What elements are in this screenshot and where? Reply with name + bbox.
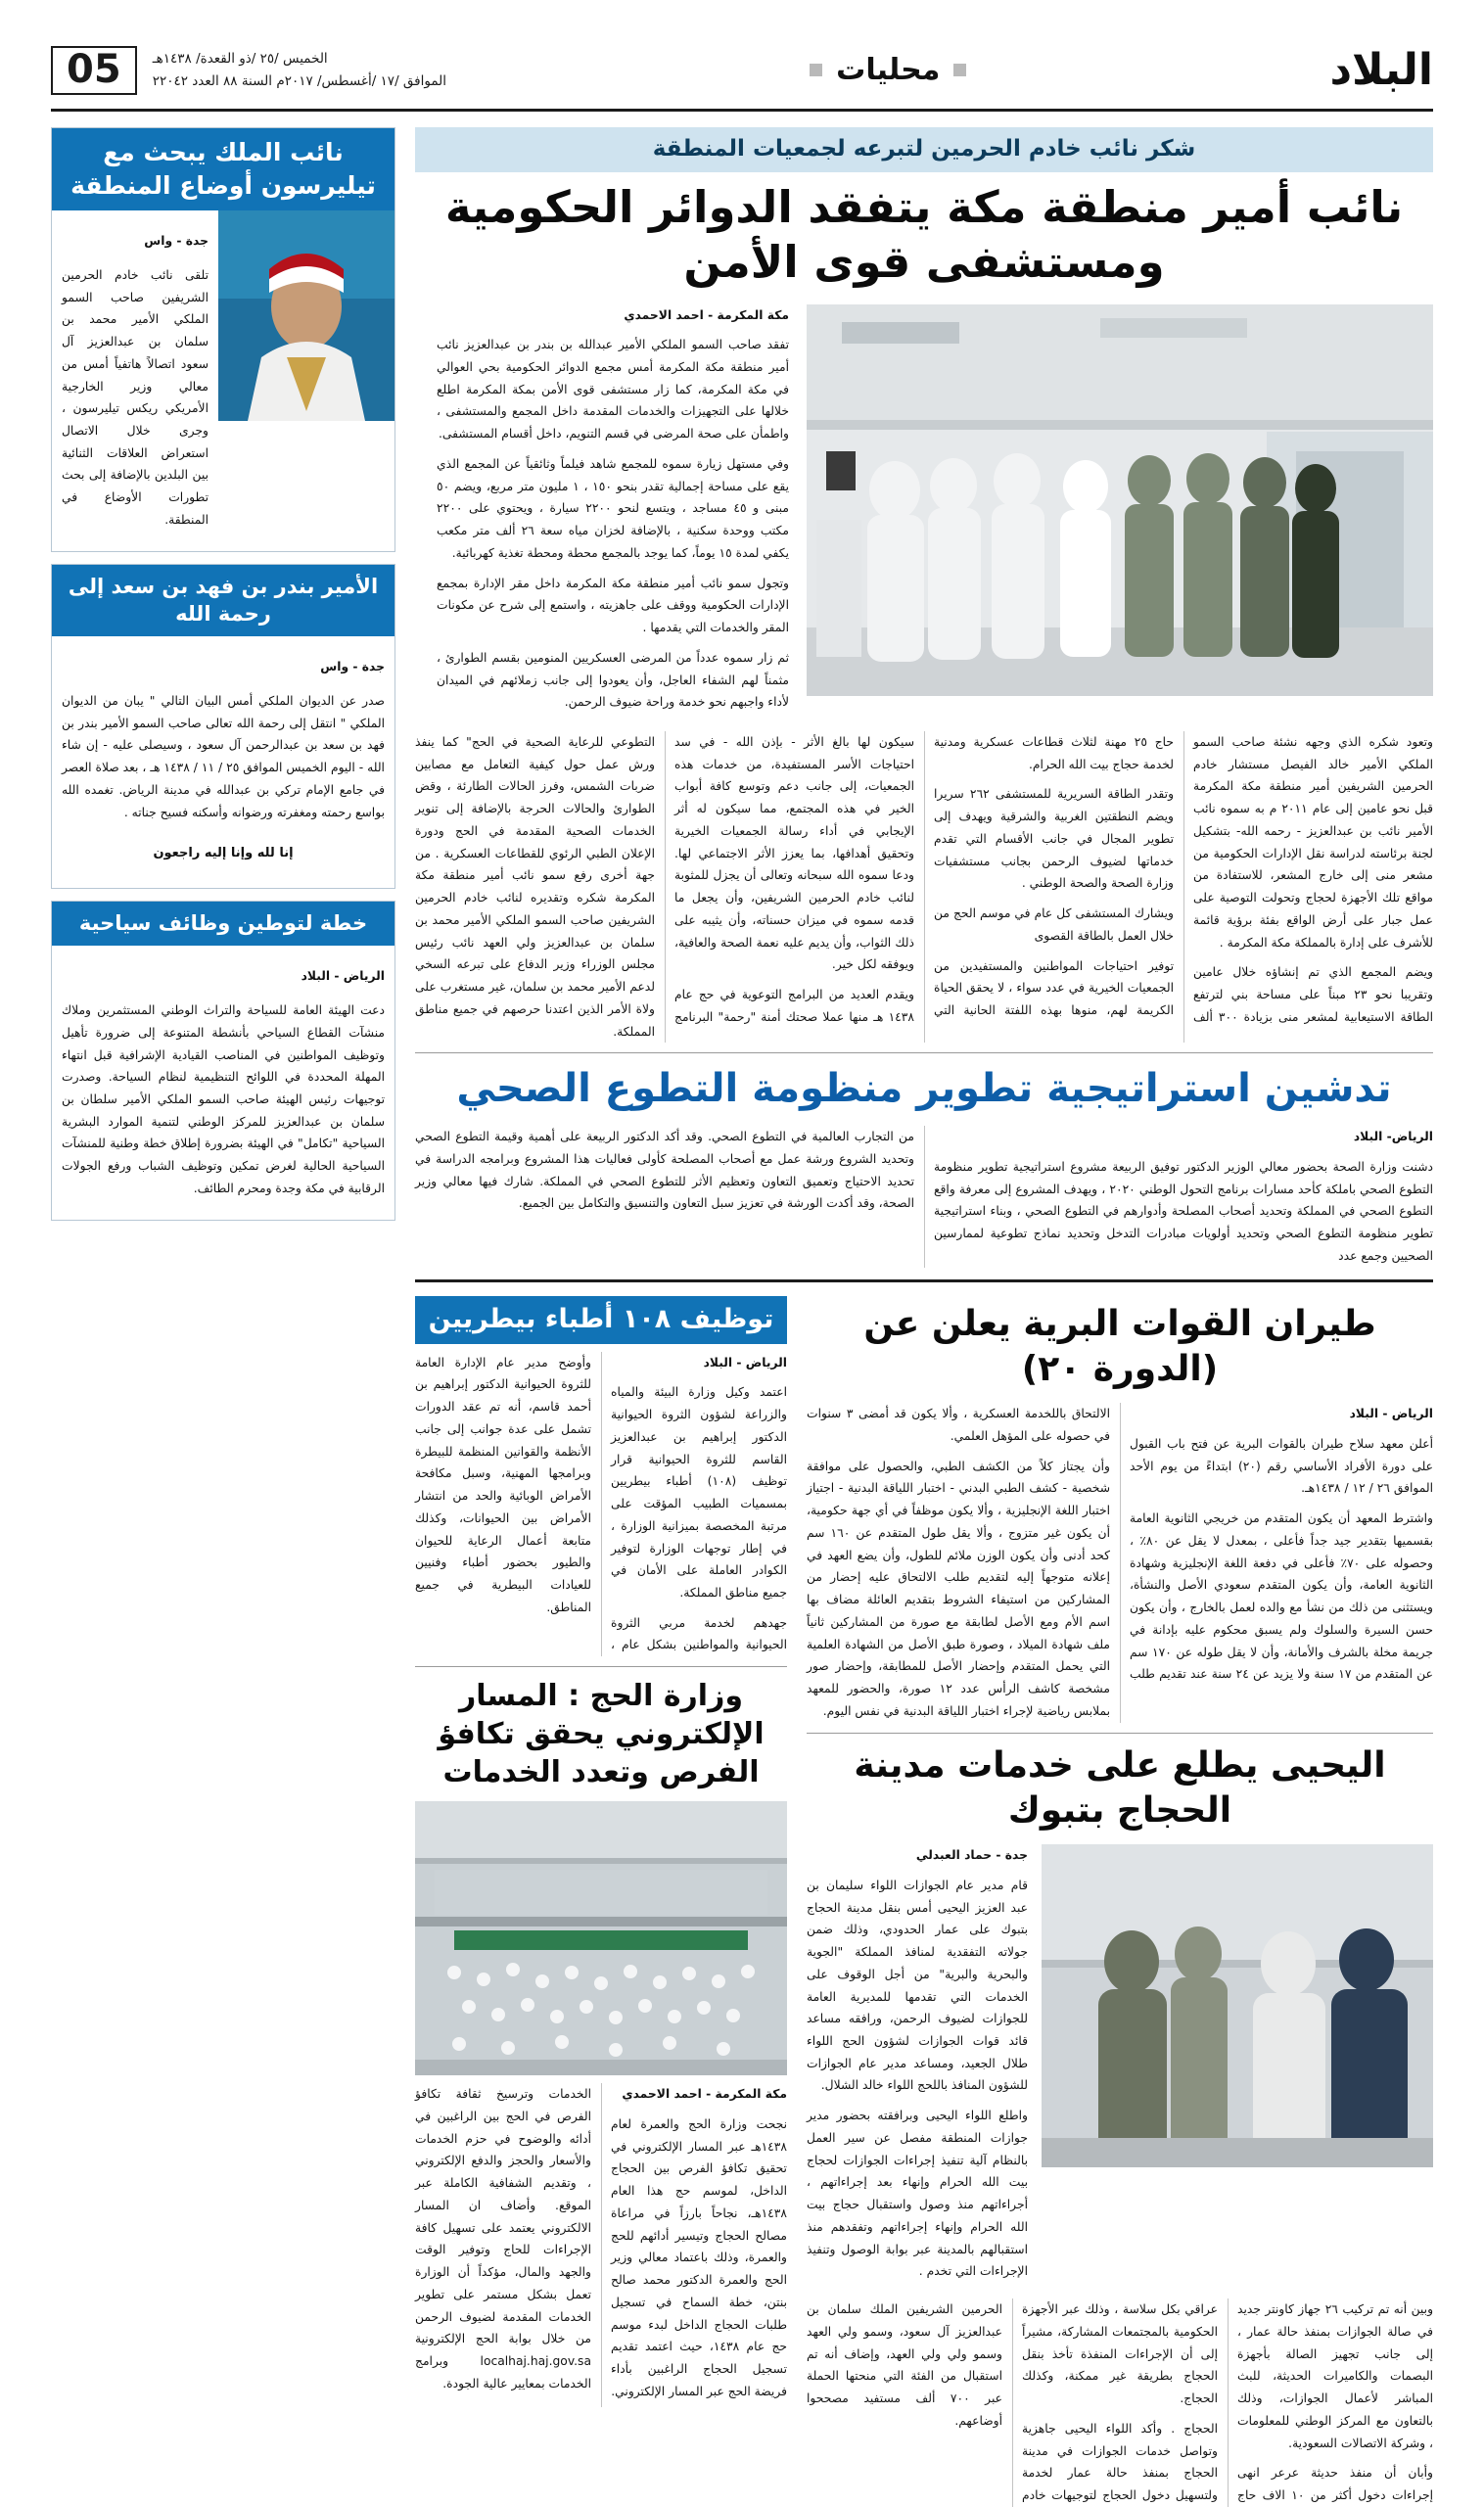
divider <box>415 1666 787 1667</box>
masthead <box>51 45 1433 112</box>
lead-kicker-ribbon: شكر نائب خادم الحرمين لتبرعه لجمعيات المنطقة <box>415 127 1433 172</box>
lead-paragraph: ثم زار سموه عدداً من المرضى العسكريين المنومين بقسم الطوارئ ، مثمناً لهم الشفاء العاجل، وأن يعودوا إلى جانب زملائهم في الميدان لأداء واجبهم نحو خدمة وراحة ضيوف الرحمن. <box>437 650 789 710</box>
yahya-dateline: جدة - حماد العبدلي <box>915 1848 1028 1863</box>
prince-bandar-headline: الأمير بندر بن فهد بن سعد إلى رحمة الله <box>52 565 394 636</box>
bottom-left-block <box>415 1296 787 2507</box>
prince-bandar-dateline: جدة - واس <box>320 659 385 673</box>
king-deputy-box <box>51 127 395 552</box>
lead-paragraph: ويشارك المستشفى كل عام في موسم الحج من خلال العمل بالطاقة القصوى <box>934 906 1174 943</box>
hajj-headline: وزارة الحج : المسار الإلكتروني يحقق تكافؤ الفرص وتعدد الخدمات <box>438 1679 765 1790</box>
portrait-illustration <box>218 210 394 421</box>
king-deputy-portrait <box>218 210 394 421</box>
prince-bandar-box <box>51 564 395 889</box>
divider <box>807 1733 1433 1734</box>
divider <box>415 1052 1433 1053</box>
tourism-box <box>51 901 395 1221</box>
sidebar-column <box>51 127 395 2507</box>
lead-paragraph: توفير احتياجات المواطنين والمستفيدين من الجمعيات الخيرية في عدد سواء ، لا يحقق الحياة الكريمة لهم، منوها بهذه اللفتة الحانية التي سيكون لها بالغ الأثر - بإذن الله - في سد احتياجات الأسر المستفيدة، من خدمات هذه الجمعيات، إلى جانب دعم وتوسع كافة أبواب الخير في هذه المجتمع، مما سيكون له أثر الإيجابي في أداء رسالة الجمعيات الخيرية وتحقيق أهدافها، بما يعزز الأثر الاجتماعي لها. ودعا سموه الله سبحانه وتعالى أن يجزل للمثوبة لنائب خادم الحرمين الشريفين، وأن يجعل ما قدمه سموه في ميزان حسناته، وأن يثيبه على ذلك الثواب، وأن يديم عليه نعمة الصحة والعافية، ويوفقه لكل خير. <box>674 734 1174 1018</box>
decor-square-icon <box>953 64 966 76</box>
lead-paragraph: وتجول سمو نائب أمير منطقة مكة المكرمة داخل مقر الإدارة بمجمع الإدارات الحكومية ووقف على جاهزيته ، واستمع إلى شرح عن مكونات المقر والخدمات التي يقدمها . <box>437 576 789 635</box>
yahya-paragraph: قام مدير عام الجوازات اللواء سليمان بن عبد العزيز اليحيى أمس بنقل مدينة الحجاج بتبوك على عمار الحدودي، وذلك ضمن جولاته التفقدية لمنافذ المملكة "الجوية والبحرية والبرية" من أجل الوقوف على الخدمات التي تقدمها للمديرية العامة للجوازات لضيوف الرحمن، ورافقه مساعد قائد قوات الجوازات لشؤون الحج اللواء طلال الجعيد، ومساعد مدير عام الجوازات للشؤون المنافذ باللحج اللواء خالد الشلال. <box>807 1878 1028 2093</box>
tourism-dateline: الرياض - البلاد <box>301 969 385 984</box>
hajj-photo-illustration <box>415 1801 787 2075</box>
volunteer-paragraph: دشنت وزارة الصحة بحضور معالي الوزير الدكتور توفيق الربيعة مشروع استراتيجية تطوير منظومة التطوع الصحي باملكة كأحد مسارات برنامج التحول الوطني ٢٠٢٠ ، ويهدف المشروع إلى معرفة واقع التطوع الصحي في المملكة وتحديد أصحاب المصلحة وأدوارهم في التطوع الصحي ، وبناء استراتيجية تطوير منظومة التطوع الصحي وتحديد أولويات مبادرات التدخل وتحديد نماذج تطوعية لممارسين الصحيين وجمع عدد <box>934 1160 1433 1263</box>
page-content <box>51 127 1433 2507</box>
tourism-text <box>52 946 394 1220</box>
hajj-photo <box>415 1801 787 2075</box>
vets-paragraph: جهدهم لخدمة مربي الثروة الحيوانية والمواطنين بشكل عام ، وأوضح مدير عام الإدارة العامة للثروة الحيوانية الدكتور إبراهيم بن أحمد قاسم، أنه تم عقد الدورات تشمل على عدة جوانب إلى جانب الأنظمة والقوانين المنظمة للبيطرة وبرامجها المهنية، وسبل مكافحة الأمراض الوبائية والحد من انتشار الأمراض بين الحيوانات، وكذلك متابعة أعمال الرعاية للحيوان والطيور بحضور أطباء وفنيين للعيادات البيطرية في جميع المناطق. <box>415 1355 787 1652</box>
masthead-date-area <box>51 46 446 95</box>
volunteer-paragraph: من التجارب العالمية في التطوع الصحي. وقد أكد الدكتور الربيعة على أهمية وقيمة التطوع الصحي وتحديد الشروع ورشة عمل مع أصحاب المصلحة كأولى فعاليات هذا المشروع وبرامجه الدراسة في تحديد الاحتياج وتعميق التعاون وتعظيم الأثر للتطوع الصحي في المملكة. شارك فيها معالي وزير الصحة، وقد أكدت الورشة في تعزيز سبل التعاون والتنسيق والتكامل بين الجميع. <box>415 1130 914 1211</box>
section-title-area <box>810 53 966 87</box>
hajj-paragraph: الخدمات وترسيخ ثقافة تكافؤ الفرص في الحج بين الراغبين في أدائه والوضوح في حزم الخدمات والأسعار والحجز والدفع الإلكتروني ، وتقديم الشفافية الكاملة عبر الموقع. وأضاف ان المسار الالكتروني يعتمد على تسهيل كافة الإجراءات للحاج وتوفير الوقت والجهد والمال، مؤكداً أن الوزارة تعمل بشكل مستمر على تطوير الخدمات المقدمة لضيوف الرحمن من خلال بوابة الحج الإلكترونية localhaj.haj.gov.sa وبرامج الخدمات بمعايير عالية الجودة. <box>415 2087 591 2391</box>
yahya-photo-illustration <box>1042 1844 1433 2167</box>
vets-paragraph: اعتمد وكيل وزارة البيئة والمياه والزراعة لشؤون الثروة الحيوانية الدكتور إبراهيم بن عبدالعزيز القاسم للثروة الحيوانية قرار توظيف (١٠٨) أطباء بيطريين بمسميات الطبيب المؤقت على مرتبة المخصصة بميزانية الوزارة ، في إطار توجهات الوزارة لتوفير الكوادر العاملة على الأمان في جميع مناطق المملكة. <box>611 1385 787 1601</box>
prince-bandar-paragraph: صدر عن الديوان الملكي أمس البيان التالي " يبان من الديوان الملكي " انتقل إلى رحمة الله تعالى صاحب السمو الأمير بندر بن فهد بن سعد بن عبدالرحمن آل سعود ، وسيصلى عليه - إن شاء الله - اليوم الخميس الموافق ٢٥ / ١١ / ١٤٣٨ هـ ، بعد صلاة العصر في جامع الإمام تركي بن عبدالله في مدينة الرياض. تغمده الله بواسع رحمته ومغفرته ورضوانه وأسكنه فسيح جناته . <box>62 693 385 819</box>
air-forces-paragraph: أعلن معهد سلاح طيران بالقوات البرية عن فتح باب القبول على دورة الأفراد الأساسي رقم (٢٠) ابتداءً من يوم الأحد الموافق ٢٦ / ١٢ / ١٤٣٨هـ. <box>1130 1437 1433 1496</box>
volunteer-headline: تدشين استراتيجية تطوير منظومة التطوع الصحي <box>456 1066 1392 1112</box>
yahya-body <box>807 1844 1433 2291</box>
air-forces-headline: طيران القوات البرية يعلن عن (الدورة ٢٠) <box>863 1303 1376 1390</box>
bottom-section <box>415 1296 1433 2507</box>
vets-dateline: الرياض - البلاد <box>703 1355 787 1370</box>
lead-continued <box>415 731 1433 1043</box>
lead-text-column <box>437 304 789 721</box>
lead-dateline: مكة المكرمة - احمد الاحمدي <box>624 307 789 322</box>
date-gregorian: الموافق /١٧ /أغسطس/ ٢٠١٧م السنة ٨٨ العدد ٢٢٠٤٢ <box>152 72 447 89</box>
air-forces-body <box>807 1403 1433 1722</box>
page-number: 05 <box>51 46 137 95</box>
masthead-brand-area <box>1329 45 1433 95</box>
air-forces-dateline: الرياض - البلاد <box>1349 1407 1433 1421</box>
lead-photo <box>807 304 1433 696</box>
yahya-text-column <box>807 1844 1028 2291</box>
section-title: محليات <box>836 53 941 87</box>
air-forces-paragraph: واشترط المعهد أن يكون المتقدم من خريجي الثانوية العامة بقسميها بتقدير جيد جداً فأعلى ، بمعدل لا يقل عن ٨٠٪ ، وحصوله على ٧٠٪ فأعلى في دفعة اللغة الإنجليزية وشهادة الثانوية العامة، وأن يكون المتقدم سعودي الأصل والنشأة، ويستثنى من ذلك من نشأ مع والده لعمل بالخارج ، وأن يكون حسن السيرة والسلوك ولم يسبق محكوم عليه بإدانة في جريمة مخلة بالشرف والأمانة، وأن لا يقل طوله عن ١٧٠ سم عن المتقدم من ١٧ سنة ولا يزيد عن ٢٤ سنة عند تقديم طلب الالتحاق باللخدمة العسكرية ، وألا يكون قد أمضى ٣ سنوات في حصوله على المؤهل العلمي. <box>807 1407 1433 1682</box>
volunteer-body <box>415 1126 1433 1267</box>
air-forces-paragraph: وأن يجتاز كلاً من الكشف الطبي، والحصول على موافقة شخصية - كشف الطبي البدني - اختبار اللياقة البدنية - اجتياز اختبار اللغة الإنجليزية ، وألا يكون موظفاً في أي جهة حكومية، أن يكون غير متزوج ، وألا يقل طول المتقدم عن ١٦٠ سم كحد أدنى وأن يكون الوزن ملائم للطول، وأن يضع العهد في إعلانه متوجهاً إليه لتقديم طلب الالتحاق عليه إحضار من المشاركين من استيفاء الشروط بتقديم العائلة مضاف بها اسم الأم ومع الأصل لطابقة مع صورة من المشاركين ثانياً ملف شهادة الميلاد ، وصورة طبق الأصل من الشهادة العلمية التي يحمل المتقدم وإحضار الأصل للمطابقة، وإحضار صور مشخصة كاشف الرأس عدد ١٢ صورة، والحضور للمعهد بملابس رياضية لإجراء اختبار اللياقة البدنية في نفس اليوم. <box>807 1459 1110 1718</box>
lead-paragraph: ويضم المجمع الذي تم إنشاؤه خلال عامين وتقريبا نحو ٢٣ مبناً على مساحة بني لترتفع الطاقة الاستيعابية لمشعر منى بزيادة ٣٠٠ ألف حاج ٢٥ مهنة لثلاث قطاعات عسكرية ومدنية لخدمة حجاج بيت الله الحرام. <box>934 734 1433 1024</box>
lead-paragraph: وتعود شكره الذي وجهه نشئة صاحب السمو الملكي الأمير خالد الفيصل مستشار خادم الحرمين الشريفين أمير منطقة مكة المكرمة قبل نحو عامين إلى عام ٢٠١١ م به سموه نائب الأمير نائب بن عبدالعزيز - رحمه الله- بتشكيل لجنة برئاسته لدراسة نقل الإدارات الحكومية من مشعر منى إلى خارج المشعر، للاستفادة من مواقع تلك الأجهزة لحجاج وتحولت التوصية على عمل جبار على أرض الواقع بفئة برؤية قائمة للأشرف على إدارة بالمملكة مكة المكرمة . <box>1193 734 1433 950</box>
volunteer-dateline: الرياض- البلاد <box>1353 1130 1433 1144</box>
king-deputy-dateline: جدة - واس <box>144 233 209 248</box>
yahya-photo <box>1042 1844 1433 2167</box>
lead-body <box>415 304 1433 721</box>
yahya-continued <box>807 2298 1433 2507</box>
hajj-body <box>415 2083 787 2406</box>
yahya-paragraph: وبين أنه تم تركيب ٢٦ جهاز كاونتر جديد في صالة الجوازات بمنفذ حالة عمار ، إلى جانب تجهيز الصالة بأجهزة البصمات والكاميرات الحديثة، للبث المباشر لأعمال الجوازات، وذلك بالتعاون مع المركز الوطني للمعلومات ، وشركة الاتصالات السعودية. <box>1237 2302 1434 2450</box>
main-column <box>415 127 1433 2507</box>
lead-paragraph: تفقد صاحب السمو الملكي الأمير عبدالله بن بندر بن عبدالعزيز نائب أمير منطقة مكة المكرمة أمس مجمع الدوائر الحكومية بحي العوالي في مكة المكرمة، كما زار مستشفى قوى الأمن بمكة المكرمة اطلع خلالها على التجهيزات والخدمات المقدمة داخل المجمع والمستشفى ، واطمأن على صحة المرضى في قسم التنويم، داخل أقسام المستشفى. <box>437 338 789 441</box>
date-hijri: الخميس /٢٥ /ذو القعدة/ ١٤٣٨هـ <box>152 50 328 67</box>
lead-photo-illustration <box>807 304 1433 696</box>
tourism-paragraph: دعت الهيئة العامة للسياحة والتراث الوطني المستثمرين وملاك منشآت القطاع السياحي بأنشطة المتنوعة إلى ضرورة تأهيل وتوظيف المواطنين في المناصب القيادية الإشرافية قبل انتهاء المهلة المحددة في اللوائح التنظيمية لنظام السياحة. وصدرت توجيهات رئيس الهيئة صاحب السمو الملكي الأمير سلطان بن سلمان بن عبدالعزيز للمركز الوطني لتنمية الموارد البشرية السياحية "تكامل" في الهيئة بضرورة إطلاق خطة وطنية للمنشآت السياحية الحالية لغرض تمكين وتوظيف الشباب ورفع الجولات الرقابية في مكة وجدة ومحرم الطائف. <box>62 1003 385 1195</box>
lead-paragraph: وتقدر الطاقة السريرية للمستشفى ٢٦٢ سريرا ويضم النطقتين الغربية والشرقية ويهدف إلى تطوير المجال في جانب الأقسام التي تقدم خدماتها لضيوف الرحمن بجانب مستشفيات وزارة الصحة والصحة الوطني . <box>934 787 1175 891</box>
vets-bar-title: توظيف ١٠٨ أطباء بيطريين <box>415 1296 787 1344</box>
lead-paragraph: ويقدم العديد من البرامج التوعوية في حج عام ١٤٣٨ هـ منها عملا صحتك أمنة "رحمة" البرنامج التطوعي للرعاية الصحية في الحج" كما ينفذ ورش عمل حول كيفية التعامل مع مصابين ضربات الشمس، وفرز الحالات الطارئة ، وقض الطوارئ والحالات الحرجة بالإضافة إلى تنوير الخدمات الصحية المقدمة في الحج ودورة الإعلان الطبي الرئوي للقطاعات العسكرية . من جهة أخرى رفع سمو نائب أمير منطقة مكة المكرمة شكره وتقديره لنائب خادم الحرمين الشريفين صاحب السمو الملكي الأمير محمد بن سلمان بن عبدالعزيز ولي العهد نائب رئيس مجلس الوزراء وزير الدفاع على تبرعه السخي لدعم الأمير محمد بن سلمان، غير مستغرب على ولاة الأمر الذين اعتدنا حرصهم في جميع مناطق المملكة. <box>415 734 914 1039</box>
decor-square-icon <box>810 64 822 76</box>
king-deputy-headline: نائب الملك يبحث مع تيليرسون أوضاع المنطقة <box>52 128 394 210</box>
yahya-paragraph: الحجاج . وأكد اللواء اليحيى جاهزية وتواصل خدمات الجوازات في مدينة الحجاج بمنفذ حالة عمار لخدمة ولتسهيل دخول الحجاج لتوجيهات خادم الحرمين الشريفين الملك سلمان بن عبدالعزيز آل سعود، وسمو ولي العهد وسمو ولي ولي العهد، وإضاف أنه تم استقبال من الفئة التي منحتها الحملة عبر ٧٠٠ ألف مستفيد مصححوا أوضاعهم. <box>807 2302 1218 2502</box>
lead-paragraph: وفي مستهل زيارة سموه للمجمع شاهد فيلماً وثائقياً عن المجمع الذي يقع على مساحة إجمالية تقدر بنحو ١٥٠ ، ١ مليون متر مربع، ويضم ٥٠ مبنى و ٤٥ مساجد ، ويتسع لنحو ٢٢٠٠ سيارة ، ويحتوي على ٢٢٠٠ مكتب ووحدة سكنية ، بالإضافة لخزان مياه سعة ٢٦ ألف متر مكعب يكفي لمدة ١٥ يوماً، كما يوجد بالمجمع محطة ومحطة تغذية كهربائية. <box>437 456 789 560</box>
yahya-headline: اليحيى يطلع على خدمات مدينة الحجاج بتبوك <box>854 1744 1386 1832</box>
prince-bandar-note: إنا لله وإنا إليه راجعون <box>153 846 294 861</box>
lead-headline: نائب أمير منطقة مكة يتفقد الدوائر الحكومية ومستشفى قوى الأمن <box>444 181 1404 289</box>
king-deputy-text <box>52 210 218 551</box>
issue-dates <box>153 48 446 93</box>
bottom-right-block <box>807 1296 1433 2507</box>
tourism-headline: خطة لتوطين وظائف سياحية <box>52 902 394 945</box>
king-deputy-paragraph: تلقى نائب خادم الحرمين الشريفين صاحب السمو الملكي الأمير محمد بن سلمان بن عبدالعزيز آل سعود اتصالاً هاتفياً أمس من معالي وزير الخارجية الأمريكي ريكس تيليرسون ، وجرى خلال الاتصال استعراض العلاقات الثنائية بين البلدين بالإضافة إلى بحث تطورات الأوضاع في المنطقة. <box>62 267 209 527</box>
hajj-dateline: مكة المكرمة - احمد الاحمدي <box>622 2087 787 2102</box>
yahya-paragraph: واطلع اللواء اليحيى وبرافقته بحضور مدير جوازات المنطقة مفصل عن سير العمل بالنظام آلية تنفيذ إجراءات الجوازات لحجاج بيت الله الحرام وإنهاء بعد إجراءاتهم ، أجراءاتهم منذ وصول واستقبال حجاج بيت الله الحرام وإنهاء إجراءاتهم وتفقدهم منذ استقبالهم بالمدينة عبر بوابة الوصول وتنفيذ الإجراءات التي تخدم . <box>807 2109 1028 2279</box>
hajj-paragraph: نجحت وزارة الحج والعمرة لعام ١٤٣٨هـ عبر المسار الإلكتروني في تحقيق تكافؤ الفرص بين الحجاج الداخل، لموسم حج هذا العام ١٤٣٨هـ، نجاحاً بارزاً في مراعاة مصالح الحجاج وتيسير أدائهم للحج والعمرة، وذلك باعتماد معالي وزير الحج والعمرة الدكتور محمد صالح بنتن، خطة السماح في تسجيل طلبات الحجاج الداخل لبدء موسم حج عام ١٤٣٨، حيث اعتمد تقديم تسجيل الحجاج الراغبين بأداء فريضة الحج عبر المسار الإلكتروني. <box>611 2116 787 2398</box>
prince-bandar-text <box>52 636 394 889</box>
divider <box>415 1279 1433 1282</box>
vets-body <box>415 1352 787 1657</box>
yahya-paragraph: وأبان أن منفذ حديثة عرعر انهى إجراءات دخول أكثر من ١٠ الاف حاج عراقي بكل سلاسة ، وذلك عبر الأجهزة الحكومية بالمجتمعات المشاركة، مشيراً إلى أن الإجراءات المنفذة تأخذ بنقل الحجاج بطريقة غير ممكنة، وكذلك الحجاج. <box>1022 2302 1433 2502</box>
newspaper-title: البلاد <box>1329 45 1433 95</box>
